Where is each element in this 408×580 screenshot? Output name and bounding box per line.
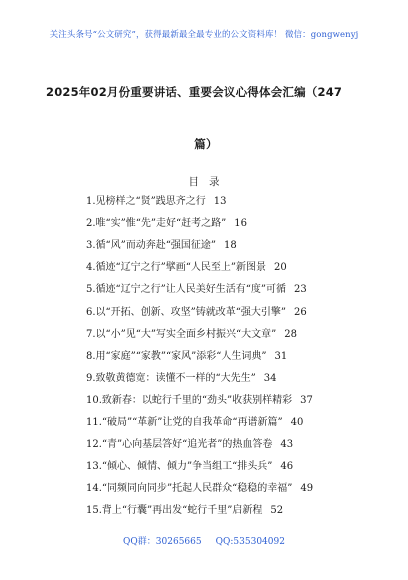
toc-item-page: 43 — [280, 439, 294, 451]
toc-item-page: 16 — [234, 218, 247, 230]
document-title — [46, 66, 366, 170]
toc-item-page: 18 — [224, 240, 237, 252]
toc-item-page: 40 — [290, 416, 304, 428]
toc-item — [86, 257, 376, 279]
toc-item — [86, 301, 376, 323]
toc-item — [86, 213, 376, 235]
title-line-2: 篇） — [194, 137, 218, 151]
toc-item-text: 5.循迹“辽宁之行”让人民美好生活有“度”可循 — [86, 284, 286, 296]
toc-item-text: 3.循“风”而动奔赴“强国征途” — [86, 240, 216, 252]
toc-item-text: 2.唯“实”惟“先”走好“赶考之路” — [86, 218, 227, 230]
toc-item-page: 23 — [294, 284, 307, 296]
toc-item-text: 6.以“开拓、创新、攻坚”铸就改革“强大引擎” — [86, 306, 286, 318]
toc-item-text: 13.“倾心、倾情、倾力”争当组工“排头兵” — [86, 461, 273, 473]
toc-item — [86, 478, 376, 500]
toc-item — [86, 390, 376, 412]
toc-item-page: 52 — [270, 505, 284, 517]
footer-qq: QQ:535304092 — [215, 537, 285, 547]
toc-heading: 目录 — [188, 176, 230, 188]
toc-item — [86, 346, 376, 368]
toc-item-text: 10.致新春：以蛇行千里的“劲头”收获别样精彩 — [86, 394, 293, 406]
toc-item — [86, 434, 376, 456]
toc-item-page: 28 — [284, 328, 297, 340]
toc-item — [86, 279, 376, 301]
toc-item-page: 31 — [274, 350, 288, 362]
toc-item — [86, 191, 376, 213]
toc-item-text: 9.致敬黄德宽：读懂不一样的“大先生” — [86, 372, 256, 384]
toc-item-text: 14.“同频同向同步”托起人民群众“稳稳的幸福” — [86, 483, 293, 495]
toc-item-text: 15.背上“行囊”再出发“蛇行千里”启新程 — [86, 505, 263, 517]
toc-item-text: 8.用“家庭”“家教”“家风”添彩“人生词典” — [86, 350, 267, 362]
table-of-contents — [86, 191, 376, 522]
toc-item-text: 7.以“小”见“大”写实全面乡村振兴“大文章” — [86, 328, 277, 340]
toc-item — [86, 368, 376, 390]
footer — [0, 534, 408, 547]
title-line-1: 2025年02月份重要讲话、重要会议心得体会汇编（247 — [46, 85, 343, 99]
toc-item — [86, 456, 376, 478]
toc-item — [86, 235, 376, 257]
toc-item — [86, 500, 376, 522]
toc-item-page: 13 — [213, 196, 227, 208]
footer-qq-group: QQ群：30265665 — [123, 537, 202, 547]
toc-item — [86, 324, 376, 346]
toc-item-text: 11.“破局”“革新”让党的自我革命“再谱新篇” — [86, 416, 283, 428]
toc-item-text: 1.见榜样之“贤”践思齐之行 — [86, 196, 206, 208]
toc-item-page: 34 — [263, 372, 277, 384]
toc-item — [86, 412, 376, 434]
header-note: 关注头条号“公文研究”，获得最新最全最专业的公文资料库！ 微信：gongwenyj — [49, 30, 359, 40]
toc-item-page: 20 — [274, 262, 287, 274]
toc-item-page: 49 — [300, 483, 314, 495]
toc-item-page: 26 — [294, 306, 307, 318]
toc-item-page: 37 — [300, 394, 313, 406]
toc-item-text: 4.循迹“辽宁之行”擘画“人民至上”新图景 — [86, 262, 266, 274]
toc-item-text: 12.“青”心向基层答好“追光者”的热血答卷 — [86, 439, 273, 451]
toc-item-page: 46 — [280, 461, 294, 473]
